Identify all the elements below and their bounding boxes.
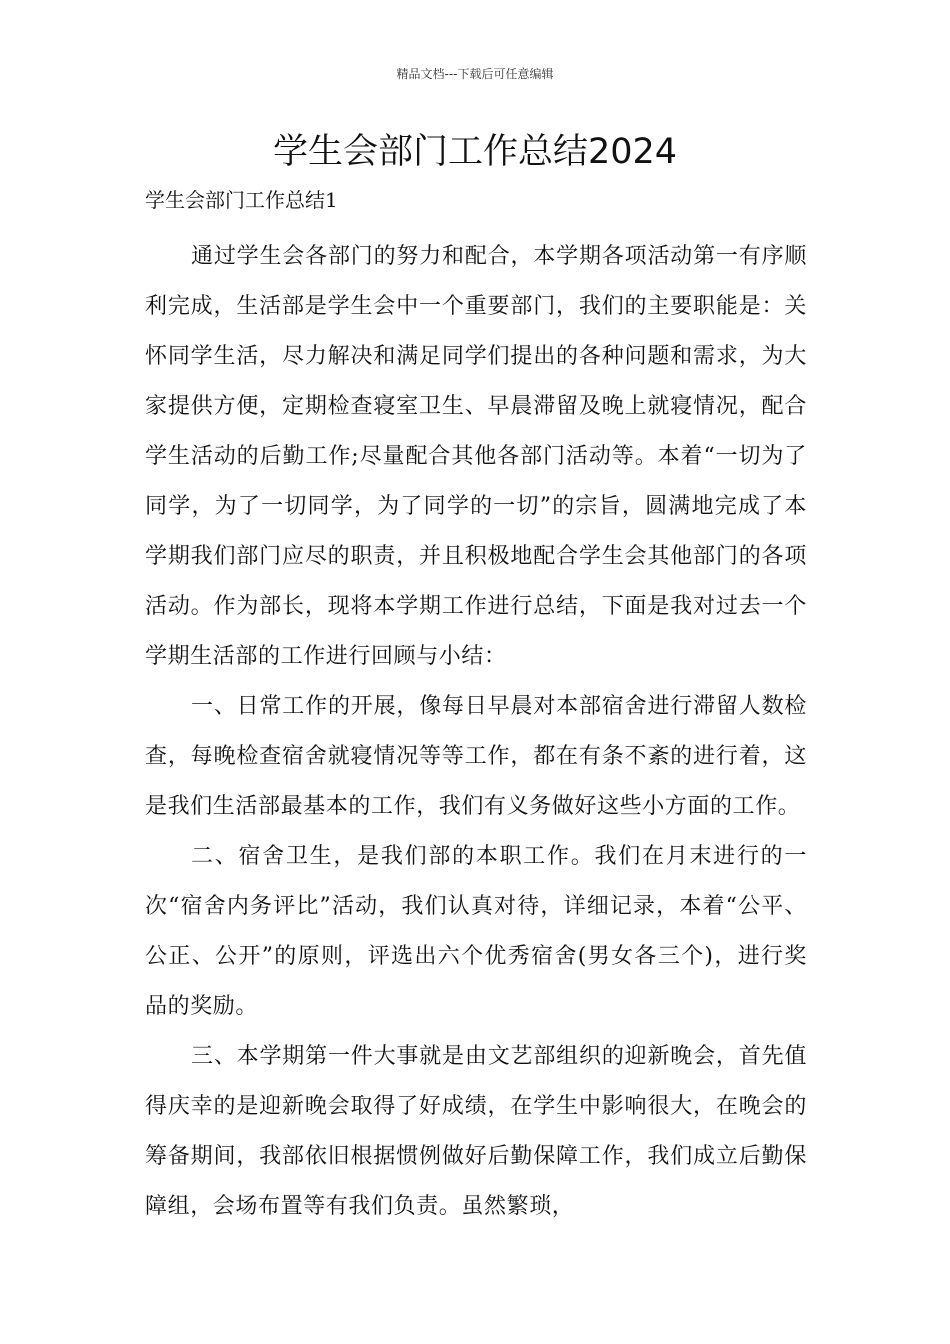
document-body (145, 232, 807, 1232)
paragraph-dorm-hygiene: 二、宿舍卫生，是我们部的本职工作。我们在月末进行的一次“宿舍内务评比”活动，我们认真对待，详细记录，本着“公平、公正、公开”的原则，评选出六个优秀宿舍(男女各三个)，进行奖品的奖励。 (145, 844, 807, 1019)
paragraph-daily-work: 一、日常工作的开展，像每日早晨对本部宿舍进行滞留人数检查，每晚检查宿舍就寝情况等等工作，都在有条不紊的进行着，这是我们生活部最基本的工作，我们有义务做好这些小方面的工作。 (145, 694, 807, 819)
document-title: 学生会部门工作总结2024 (272, 132, 678, 172)
header-note: 精品文档---下载后可任意编辑 (396, 67, 554, 81)
document-subtitle: 学生会部门工作总结1 (145, 188, 338, 212)
paragraph-welcome-party: 三、本学期第一件大事就是由文艺部组织的迎新晚会，首先值得庆幸的是迎新晚会取得了好成绩，在学生中影响很大，在晚会的筹备期间，我部依旧根据惯例做好后勤保障工作，我们成立后勤保障组，会场布置等有我们负责。虽然繁琐， (145, 1044, 807, 1219)
paragraph-intro: 通过学生会各部门的努力和配合，本学期各项活动第一有序顺利完成，生活部是学生会中一个重要部门，我们的主要职能是：关怀同学生活，尽力解决和满足同学们提出的各种问题和需求，为大家提供方便，定期检查寝室卫生、早晨滞留及晚上就寝情况，配合学生活动的后勤工作;尽量配合其他各部门活动等。本着“一切为了同学，为了一切同学，为了同学的一切”的宗旨，圆满地完成了本学期我们部门应尽的职责，并且积极地配合学生会其他部门的各项活动。作为部长，现将本学期工作进行总结，下面是我对过去一个学期生活部的工作进行回顾与小结： (145, 244, 807, 669)
